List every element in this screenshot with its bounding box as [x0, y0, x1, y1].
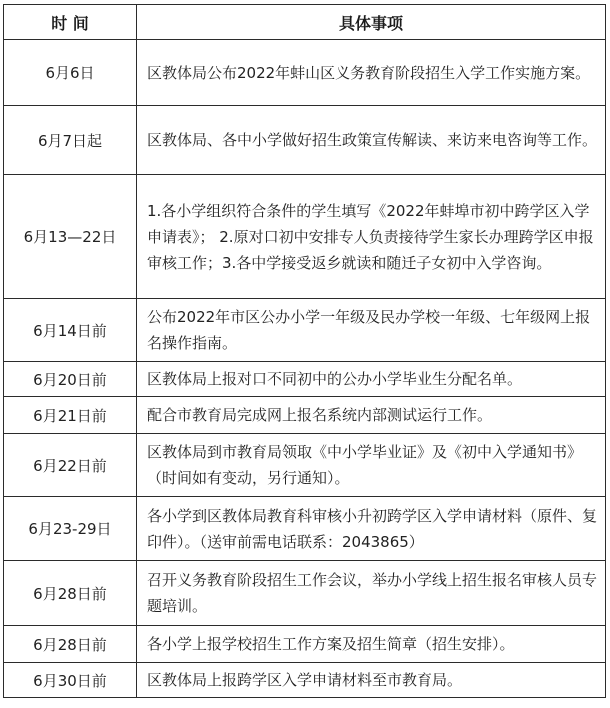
row-desc: 区教体局、各中小学做好招生政策宣传解读、来访来电咨询等工作。 [137, 106, 606, 175]
row-desc: 各小学上报学校招生工作方案及招生简章（招生安排）。 [137, 626, 606, 663]
table-row [4, 663, 606, 698]
table-row [4, 434, 606, 497]
table-row [4, 175, 606, 299]
table-row [4, 362, 606, 397]
enrollment-schedule-table [3, 4, 606, 698]
table-row [4, 497, 606, 561]
table-row [4, 561, 606, 626]
row-desc: 1.各小学组织符合条件的学生填写《2022年蚌埠市初中跨学区入学申请表》； 2.原对口初中安排专人负责接待学生家长办理跨学区申报审核工作；3.各中学接受返乡就读和随迁子女初中入学咨询。 [137, 175, 606, 299]
row-time: 6月7日起 [4, 106, 137, 175]
row-time: 6月22日前 [4, 434, 137, 497]
row-time: 6月23-29日 [4, 497, 137, 561]
row-time: 6月21日前 [4, 397, 137, 434]
row-time: 6月30日前 [4, 663, 137, 698]
row-time: 6月28日前 [4, 626, 137, 663]
row-time: 6月14日前 [4, 299, 137, 362]
table-row [4, 40, 606, 106]
row-desc: 区教体局上报跨学区入学申请材料至市教育局。 [137, 663, 606, 698]
row-time: 6月28日前 [4, 561, 137, 626]
header-time: 时 间 [4, 5, 137, 40]
row-desc: 区教体局公布2022年蚌山区义务教育阶段招生入学工作实施方案。 [137, 40, 606, 106]
row-time: 6月13—22日 [4, 175, 137, 299]
row-time: 6月20日前 [4, 362, 137, 397]
row-desc: 区教体局上报对口不同初中的公办小学毕业生分配名单。 [137, 362, 606, 397]
row-desc: 区教体局到市教育局领取《中小学毕业证》及《初中入学通知书》（时间如有变动，另行通知）。 [137, 434, 606, 497]
table-row [4, 397, 606, 434]
row-time: 6月6日 [4, 40, 137, 106]
row-desc: 公布2022年市区公办小学一年级及民办学校一年级、七年级网上报名操作指南。 [137, 299, 606, 362]
row-desc: 配合市教育局完成网上报名系统内部测试运行工作。 [137, 397, 606, 434]
table-row [4, 106, 606, 175]
row-desc: 召开义务教育阶段招生工作会议，举办小学线上招生报名审核人员专题培训。 [137, 561, 606, 626]
table-row [4, 626, 606, 663]
header-items: 具体事项 [137, 5, 606, 40]
table-header-row [4, 5, 606, 40]
table-row [4, 299, 606, 362]
row-desc: 各小学到区教体局教育科审核小升初跨学区入学申请材料（原件、复印件）。（送审前需电话联系：2043865） [137, 497, 606, 561]
